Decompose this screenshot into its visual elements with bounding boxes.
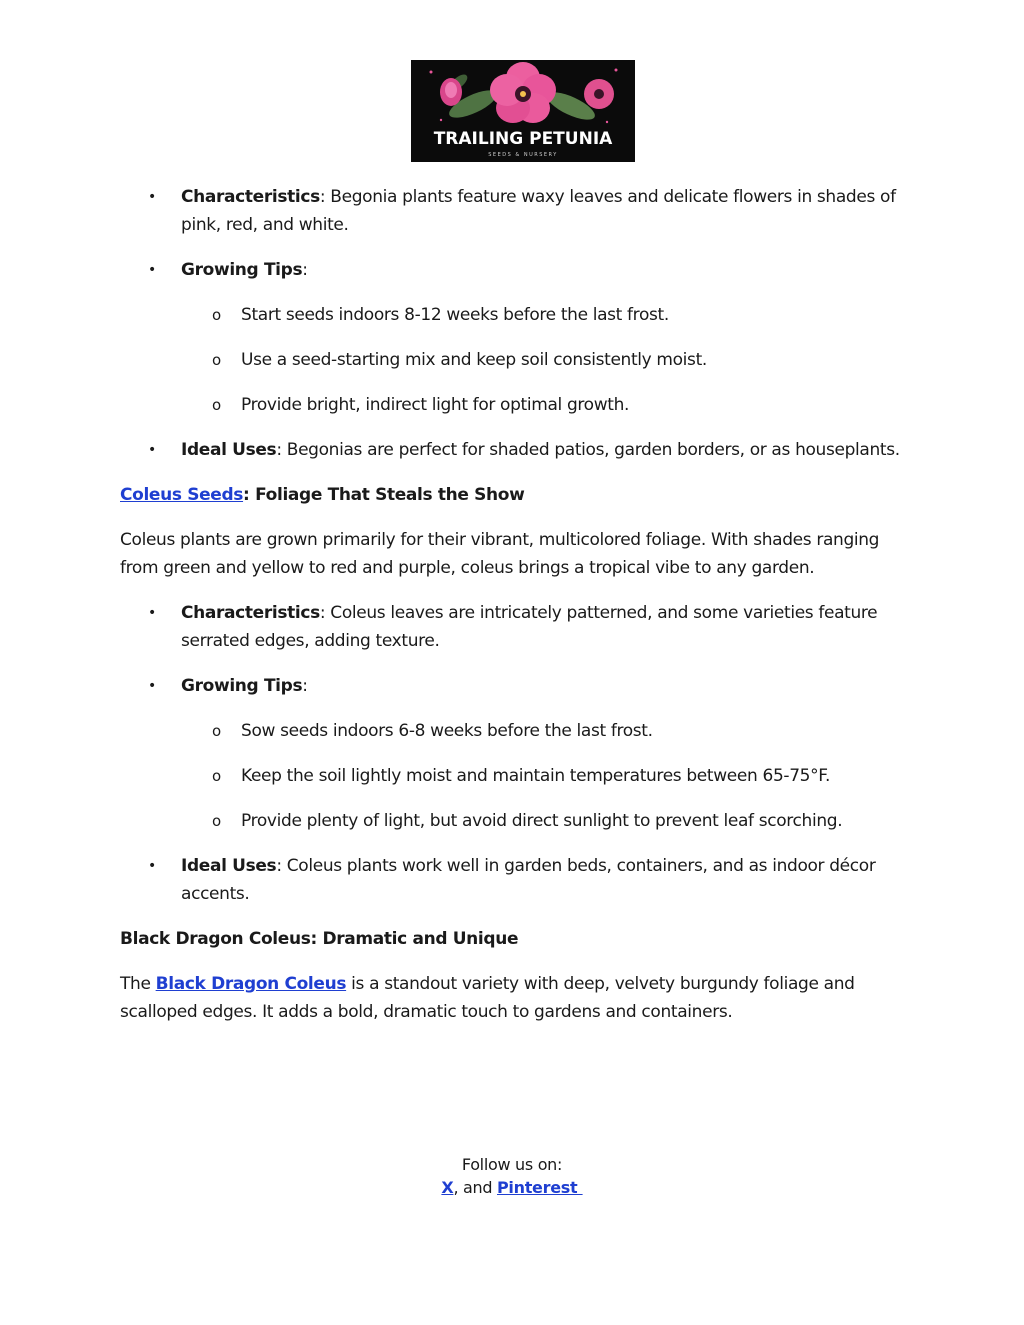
sub-bullet-marker: o <box>212 767 222 785</box>
pinterest-link[interactable]: Pinterest <box>497 1178 583 1197</box>
bullet-marker: • <box>148 605 157 621</box>
sub-bullet-marker: o <box>212 306 222 324</box>
black-dragon-heading: Black Dragon Coleus: Dramatic and Unique <box>120 929 519 949</box>
sub-bullet-marker: o <box>212 351 222 369</box>
footer-follow-text: Follow us on: <box>461 1155 563 1174</box>
brand-tagline: SEEDS & NURSERY <box>488 152 558 158</box>
ideal-uses-label: Ideal Uses <box>181 856 277 876</box>
sub-bullet-marker: o <box>212 396 222 414</box>
black-dragon-paragraph: The Black Dragon Coleus is a standout variety with deep, velvety burgundy foliage and <box>120 974 855 994</box>
coleus-ideal-uses-cont: accents. <box>181 884 250 904</box>
list-item: Provide bright, indirect light for optimal growth. <box>241 395 630 415</box>
growing-tips-label: Growing Tips <box>181 676 303 696</box>
begonia-growing-tips: Growing Tips: <box>181 260 308 280</box>
begonia-characteristics: Characteristics: Begonia plants feature waxy leaves and delicate flowers in shades of <box>181 187 896 207</box>
list-item: Provide plenty of light, but avoid direct sunlight to prevent leaf scorching. <box>241 811 843 831</box>
footer-social-links: X, and Pinterest <box>441 1178 583 1197</box>
bullet-marker: • <box>148 442 157 458</box>
list-item: Sow seeds indoors 6-8 weeks before the last frost. <box>241 721 653 741</box>
black-dragon-coleus-link[interactable]: Black Dragon Coleus <box>155 974 347 994</box>
sub-bullet-marker: o <box>212 722 222 740</box>
bullet-marker: • <box>148 678 157 694</box>
characteristics-label: Characteristics <box>181 187 320 207</box>
ideal-uses-label: Ideal Uses <box>181 440 277 460</box>
growing-tips-label: Growing Tips <box>181 260 303 280</box>
brand-logo <box>411 60 635 162</box>
coleus-heading: Coleus Seeds: Foliage That Steals the Show <box>120 485 525 505</box>
bullet-marker: • <box>148 858 157 874</box>
bullet-marker: • <box>148 189 157 205</box>
begonia-characteristics-cont: pink, red, and white. <box>181 215 349 235</box>
sub-bullet-marker: o <box>212 812 222 830</box>
characteristics-label: Characteristics <box>181 603 320 623</box>
coleus-seeds-link[interactable]: Coleus Seeds <box>120 485 244 505</box>
list-item: Keep the soil lightly moist and maintain temperatures between 65-75°F. <box>241 766 831 786</box>
petunia-logo-graphic <box>411 60 635 162</box>
begonia-ideal-uses: Ideal Uses: Begonias are perfect for shaded patios, garden borders, or as houseplants. <box>181 440 900 460</box>
coleus-growing-tips: Growing Tips: <box>181 676 308 696</box>
brand-name: TRAILING PETUNIA <box>433 129 613 149</box>
coleus-ideal-uses: Ideal Uses: Coleus plants work well in garden beds, containers, and as indoor décor <box>181 856 876 876</box>
coleus-characteristics: Characteristics: Coleus leaves are intricately patterned, and some varieties feature <box>181 603 878 623</box>
list-item: Use a seed-starting mix and keep soil consistently moist. <box>241 350 707 370</box>
black-dragon-paragraph-cont: scalloped edges. It adds a bold, dramatic touch to gardens and containers. <box>120 1002 733 1022</box>
list-item: Start seeds indoors 8-12 weeks before the last frost. <box>241 305 669 325</box>
x-link[interactable]: X <box>441 1178 454 1197</box>
coleus-intro: Coleus plants are grown primarily for their vibrant, multicolored foliage. With shades ranging <box>120 530 880 550</box>
bullet-marker: • <box>148 262 157 278</box>
coleus-characteristics-cont: serrated edges, adding texture. <box>181 631 440 651</box>
coleus-intro-cont: from green and yellow to red and purple, coleus brings a tropical vibe to any garden. <box>120 558 815 578</box>
